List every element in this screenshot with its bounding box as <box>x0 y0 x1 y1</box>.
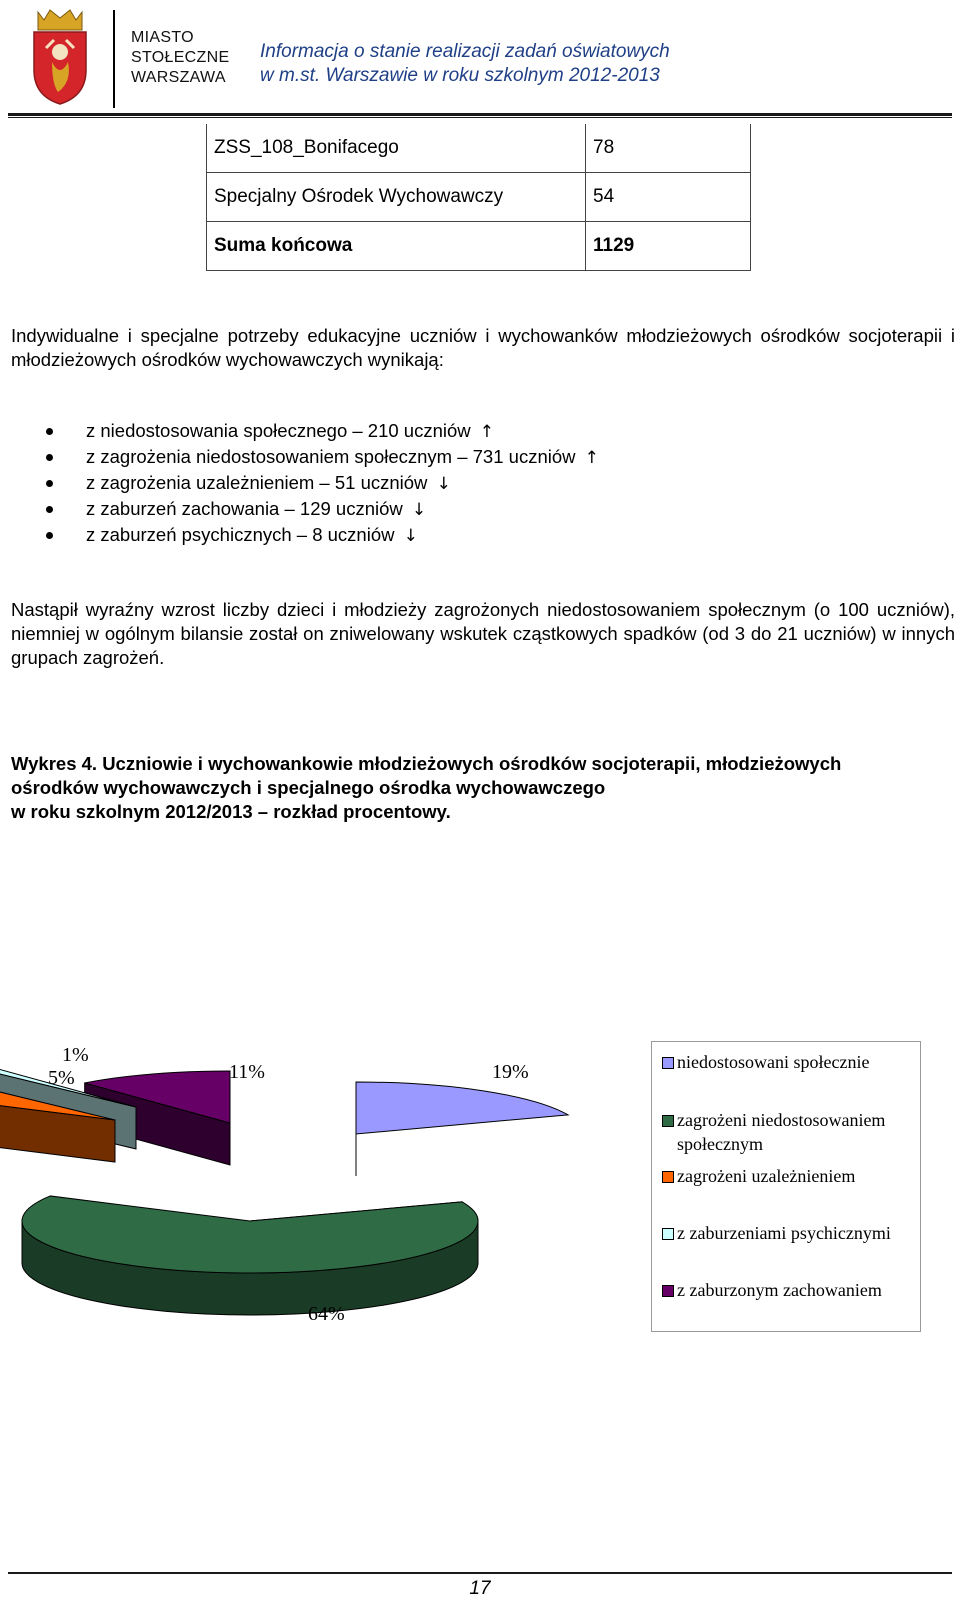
table-total-row <box>207 222 751 271</box>
header-rule <box>8 113 952 116</box>
footer-rule <box>8 1572 952 1574</box>
chart-caption <box>11 752 955 824</box>
header-divider <box>113 10 115 108</box>
legend-item <box>662 1108 914 1156</box>
header-rule-thin <box>8 117 952 118</box>
caption-line-1: Wykres 4. Uczniowie i wychowankowie młodzieżowych ośrodków socjoterapii, młodzieżowych <box>11 753 842 774</box>
legend-label: niedostosowani społecznie <box>677 1052 870 1072</box>
caption-line-3: w roku szkolnym 2012/2013 – rozkład procentowy. <box>11 801 451 822</box>
cause-text: z zagrożenia niedostosowaniem społecznym – 731 uczniów <box>86 446 576 467</box>
legend-item <box>662 1164 914 1188</box>
legend-label: z zaburzonym zachowaniem <box>677 1280 882 1300</box>
arrow-up-icon: ↑ <box>479 422 495 442</box>
city-line-1: MIASTO <box>131 29 194 46</box>
table-cell-name: Specjalny Ośrodek Wychowawczy <box>207 173 586 222</box>
bullet-icon <box>46 480 53 487</box>
legend-item <box>662 1050 914 1074</box>
pie-value-label: 19% <box>492 1061 529 1083</box>
pie-value-label: 11% <box>229 1061 265 1083</box>
city-name <box>131 28 229 88</box>
document-title <box>260 40 670 88</box>
legend-label: zagrożeni uzależnieniem <box>677 1166 856 1186</box>
list-item <box>46 418 599 444</box>
table-cell-value: 54 <box>586 173 751 222</box>
arrow-up-icon: ↑ <box>584 448 599 468</box>
cause-text: z zagrożenia uzależnieniem – 51 uczniów <box>86 472 428 493</box>
table-cell-name: ZSS_108_Bonifacego <box>207 124 586 173</box>
arrow-down-icon: ↓ <box>403 526 418 546</box>
bullet-icon <box>46 506 53 513</box>
bullet-icon <box>46 532 53 539</box>
document-title-line-1: Informacja o stanie realizacji zadań oświatowych <box>260 41 670 62</box>
arrow-down-icon: ↓ <box>436 474 451 494</box>
cause-text: z zaburzeń psychicznych – 8 uczniów <box>86 524 395 545</box>
cause-text: z zaburzeń zachowania – 129 uczniów <box>86 498 403 519</box>
city-line-3: WARSZAWA <box>131 69 226 86</box>
causes-list <box>46 418 599 548</box>
pie-slice-top <box>356 1082 568 1134</box>
summary-table <box>206 124 751 271</box>
legend-swatch <box>662 1171 674 1183</box>
chart-legend <box>651 1041 921 1332</box>
arrow-down-icon: ↓ <box>411 500 427 520</box>
cause-text: z niedostosowania społecznego – 210 uczniów <box>86 420 471 441</box>
pie-slice <box>22 1196 478 1315</box>
city-line-2: STOŁECZNE <box>131 49 230 66</box>
document-title-line-2: w m.st. Warszawie w roku szkolnym 2012-2013 <box>260 65 660 86</box>
pie-slice <box>356 1082 568 1176</box>
bullet-icon <box>46 454 53 461</box>
page-number: 17 <box>469 1578 491 1599</box>
caption-line-2: ośrodków wychowawczych i specjalnego ośrodka wychowawczego <box>11 777 606 798</box>
table-cell-name: Suma końcowa <box>207 222 586 271</box>
legend-label: zagrożeni niedostosowaniem społecznym <box>677 1110 886 1154</box>
paragraph-intro: Indywidualne i specjalne potrzeby edukacyjne uczniów i wychowanków młodzieżowych ośrodków socjoterapii i młodzieżowych ośrodków wychowawczych wynikają: <box>11 325 955 370</box>
table-row <box>207 124 751 173</box>
page-header <box>0 0 960 118</box>
legend-swatch <box>662 1115 674 1127</box>
warsaw-coat-of-arms-icon <box>28 8 92 106</box>
pie-value-label: 1% <box>62 1044 89 1066</box>
legend-item <box>662 1278 914 1302</box>
legend-item <box>662 1221 914 1245</box>
bullet-icon <box>46 428 53 435</box>
paragraph-summary: Nastąpił wyraźny wzrost liczby dzieci i młodzieży zagrożonych niedostosowaniem społecznym (o 100 uczniów), niemniej w ogólnym bilansie został on zniwelowany wskutek cząstkowych spadków (od 3 do 21 uczniów) w innych grupach zagrożeń. <box>11 599 955 668</box>
list-item <box>46 470 599 496</box>
legend-label: z zaburzeniami psychicznymi <box>677 1223 891 1243</box>
legend-swatch <box>662 1057 674 1069</box>
pie-value-label: 5% <box>48 1067 75 1089</box>
table-cell-value: 78 <box>586 124 751 173</box>
table-cell-value: 1129 <box>586 222 751 271</box>
pie-value-label: 64% <box>308 1303 345 1325</box>
legend-swatch <box>662 1285 674 1297</box>
list-item <box>46 496 599 522</box>
list-item <box>46 522 599 548</box>
table-row <box>207 173 751 222</box>
legend-swatch <box>662 1228 674 1240</box>
list-item <box>46 444 599 470</box>
